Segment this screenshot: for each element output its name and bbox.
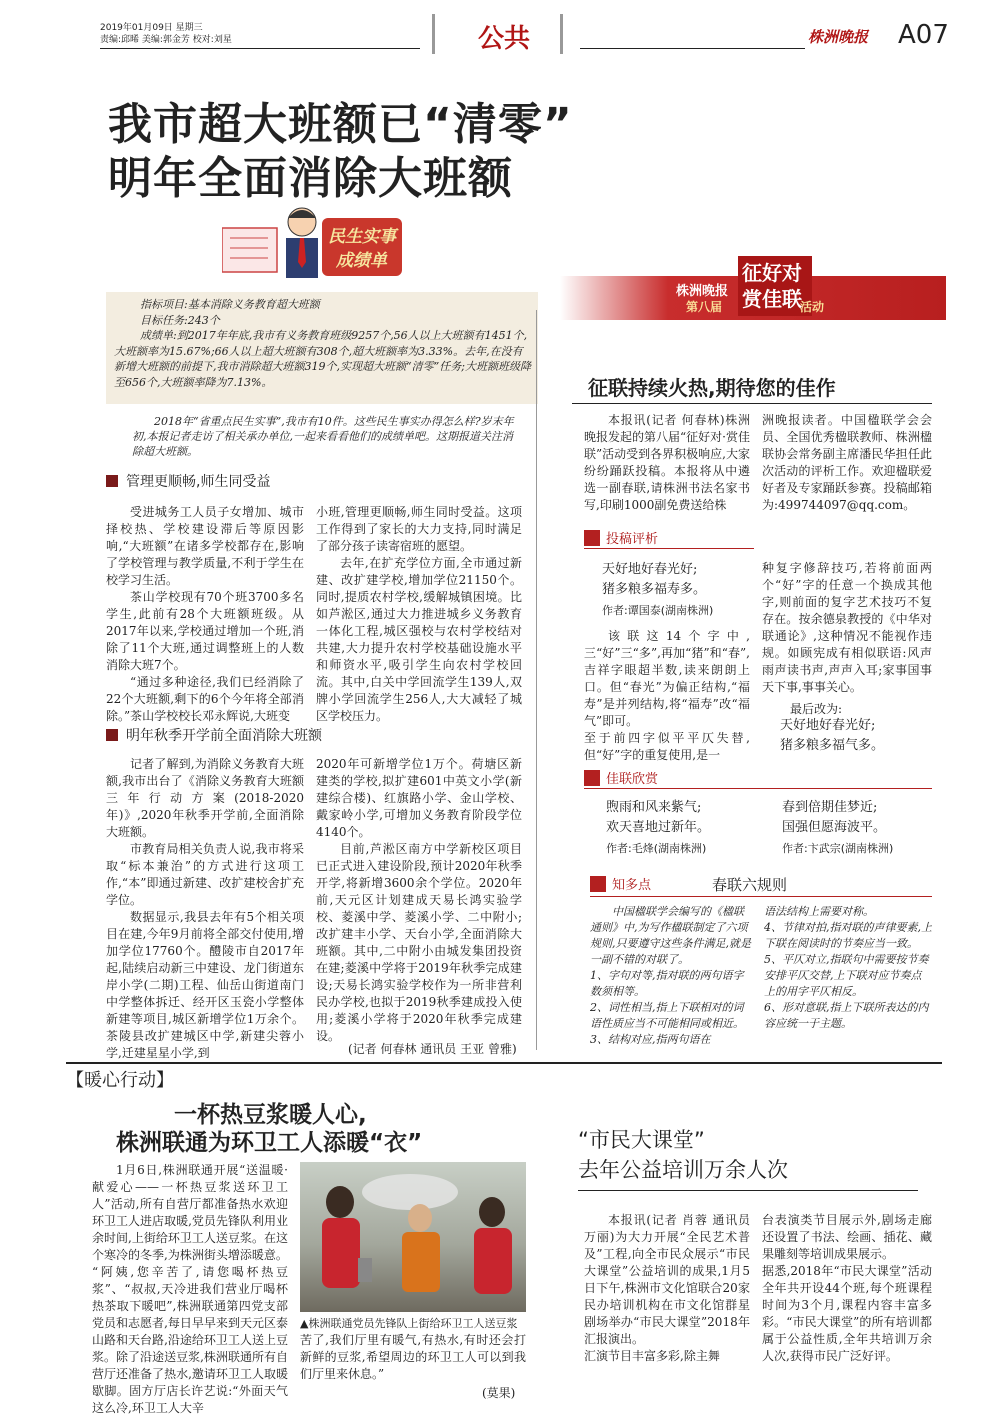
tag-review: 投稿评析 bbox=[584, 528, 658, 547]
paragraph: 目前,芦淞区南方中学新校区项目已正式进入建设阶段,预计2020年秋季开学,将新增3600余个学位。2020年前,天元区计划建成天易长鸿实验学校、菱溪中学、菱溪小学、二中附小;改扩建丰小学、天台小学,全面消除大班额。其中,二中附小由城发集团投资在建;菱溪中学将于2019年秋季完成建设;天易长鸿实验学校作为一所非营利民办学校,也拟于2019秋季建成投入使用;菱溪小学将于2020年秋季完成建设。 bbox=[316, 842, 522, 1043]
tag-know-more: 知多点 bbox=[590, 874, 651, 893]
warm-col2: 苦了,我们厅里有暖气,有热水,有时还会打新鲜的豆浆,希望周边的环卫工人可以到我们厅里来休息。” bbox=[300, 1333, 526, 1381]
photo-people-icon bbox=[300, 1162, 526, 1312]
section-name: 公共 bbox=[478, 24, 531, 54]
main-title-line2: 明年全面消除大班额 bbox=[108, 153, 513, 204]
contest-intro-a: 本报讯(记者 何春林)株洲晚报发起的第八届“征好对·赏佳联”活动受到各界积极响应,大家纷纷踊跃投稿。本报将从中遴选一副春联,请株洲书法名家书写,印刷1000副免费送给株 bbox=[584, 413, 750, 512]
red-square-icon bbox=[590, 876, 606, 892]
rules-col-a: 中国楹联学会编写的《楹联通则》中,为写作楹联制定了六项规则,只要遵守这些条件满足,就是一副不错的对联了。 1、字句对等,指对联的两句语字数须相等。 2、词性相当,指上下联相对的词语性质应当不可能相同或相近。 3、结构对应,指两句语在 bbox=[590, 905, 751, 1046]
poem3-line1: 春到倍期佳梦近; bbox=[782, 800, 878, 815]
poem1-line2: 猪多粮多福寿多。 bbox=[602, 582, 707, 597]
lecture-title-line2: 去年公益培训万余人次 bbox=[578, 1158, 788, 1182]
subhead-next-year: 明年秋季开学前全面消除大班额 bbox=[106, 724, 322, 746]
summary-result: 成绩单:到2017年年底,我市有义务教育班级9257个,56人以上大班额有1451个,大班额率为15.67%;66人以上超大班额有308个,超大班额率为3.33%。去年,在没有新增大班额的前提下,我市消除超大班额319个,实现超大班额“清零”任务;大班额班级降至656个,大班额率降为7.13%。 bbox=[114, 329, 531, 389]
volunteers-photo bbox=[300, 1162, 526, 1312]
rules-title: 春联六规则 bbox=[712, 876, 788, 894]
warm-title-line1: 一杯热豆浆暖人心, bbox=[174, 1102, 367, 1128]
poem2-author: 作者:毛烽(湖南株洲) bbox=[606, 842, 707, 855]
paragraph: 受进城务工人员子女增加、城市择校热、学校建设滞后等原因影响,“大班额”在诸多学校都存在,影响了学校管理与教学质量,不利于学生在校学习生活。 bbox=[106, 505, 304, 587]
badge-line2: 成绩单 bbox=[336, 251, 387, 271]
analysis-b: 种复字修辞技巧,若将前面两个“好”字的任意一个换成其他字,则前面的复字艺术技巧不复存在。按余德泉教授的《中华对联通论》,这种情况不能视作违规。如顾宪成有相似联语:风声雨声读书声,声声入耳;家事国事天下事,事事关心。 bbox=[762, 561, 932, 694]
sub1-column-b bbox=[316, 504, 522, 725]
paragraph: 2020年可新增学位1万个。荷塘区新建类的学校,拟扩建601中英文小学(新建综合楼)、红旗路小学、金山学校、戴家岭小学,可增加义务教育阶段学位4140个。 bbox=[316, 757, 522, 839]
subhead-management: 管理更顺畅,师生同受益 bbox=[106, 470, 270, 492]
warm-byline: (莫果) bbox=[482, 1386, 516, 1400]
paragraph: 记者了解到,为消除义务教育大班额,我市出台了《消除义务教育大班额三年行动方案(2018-2020年)》,2020年秋季开学前,全面消除大班额。 bbox=[106, 757, 304, 839]
contest-banner-chars: 征好对赏佳联 bbox=[738, 256, 812, 316]
lecture-title-line1: “市民大课堂” bbox=[578, 1128, 705, 1152]
paper-logo: 株洲晚报 bbox=[808, 28, 869, 46]
rules-col-b: 语法结构上需要对称。 4、节律对拍,指对联的声律要素,上下联在阅读时的节奏应当一致。 5、平仄对立,指联句中需要按节奏安排平仄交替,上下联对应节奏点上的用字平仄相反。 6、形对意联,指上下联所表达的内容应统一于主题。 bbox=[764, 905, 932, 1030]
paragraph: 小班,管理更顺畅,师生同时受益。这项工作得到了家长的大力支持,同时满足了部分孩子读寄宿班的愿望。 bbox=[316, 505, 522, 553]
summary-item: 指标项目:基本消除义务教育超大班额 bbox=[140, 298, 320, 311]
poem1-author: 作者:谭国泰(湖南株洲) bbox=[602, 604, 714, 617]
tag-appreciation: 佳联欣赏 bbox=[584, 768, 658, 787]
paragraph: 茶山学校现有70个班3700多名学生,此前有28个大班额班级。从2017年以来,学校通过增加一个班,消除了11个大班,通过调整班上的人数消除大班7个。 bbox=[106, 590, 304, 672]
sub2-column-a bbox=[106, 756, 304, 1062]
lecture-col-a: 本报讯(记者 肖蓉 通讯员 万丽)为大力开展“全民艺术普及”工程,向全市民众展示“市民大课堂”公益培训的成果,1月5日下午,株洲市文化馆联合20家民办培训机构在市文化馆群星剧场举办“市民大课堂”2018年汇报演出。 汇演节目丰富多彩,除主舞 bbox=[584, 1213, 750, 1363]
contest-banner-line1: 株洲晚报 bbox=[676, 284, 729, 299]
main-byline: (记者 何春林 通讯员 王亚 曾雅) bbox=[348, 1042, 517, 1056]
warm-title-line2: 株洲联通为环卫工人添暖“衣” bbox=[116, 1130, 423, 1156]
paragraph: 去年,在扩充学位方面,全市通过新建、改扩建学校,增加学位21150个。同时,提质农村学校,缓解城镇困境。比如芦淞区,通过大力推进城乡义务教育一体化工程,城区强校与农村学校结对共建,大力提升农村学校基础设施水平和师资水平,吸引学生向农村学校回流。其中,白关中学回流学生139人,双牌小学回流学生256人,大大减轻了城区学校压力。 bbox=[316, 556, 522, 723]
sub2-column-b bbox=[316, 756, 522, 1045]
changed-label: 最后改为: bbox=[790, 702, 843, 716]
poem1-line1: 天好地好春光好; bbox=[602, 562, 698, 577]
red-square-icon bbox=[584, 530, 600, 546]
warm-col1: 1月6日,株洲联通开展“送温暖·献爱心——一杯热豆浆送环卫工人”活动,所有自营厅都准备热水欢迎环卫工人进店取暖,党员先锋队利用业余时间,上街给环卫工人送豆浆。在这个寒冷的冬季,为株洲街头增添暖意。 “阿姨,您辛苦了,请您喝杯热豆浆”、“叔叔,天冷进我们营业厅喝杯热茶取下暖吧”,株洲联通第四党支部党员和志愿者,每日早早来到天元区泰山路和天台路,沿途给环卫工人送上豆浆。除了沿途送豆浆,株洲联通所有自营厅还准备了热水,邀请环卫工人取暖歇脚。固方厅店长许艺说:“外面天气这么冷,环卫工人大辛 bbox=[92, 1163, 288, 1415]
lecture-col-b: 台表演类节目展示外,剧场走廊还设置了书法、绘画、插花、藏果雕刻等培训成果展示。 据悉,2018年“市民大课堂”活动全年共开设44个班,每个班课程时间为3个月,课程内容丰富多彩。“市民大课堂”的所有培训都属于公益性质,全年共培训万余人次,获得市民广泛好评。 bbox=[762, 1213, 932, 1363]
poem3-author: 作者:卞武宗(湖南株洲) bbox=[782, 842, 894, 855]
header-editors: 责编:邱晞 美编:郭金芳 校对:刘星 bbox=[100, 35, 232, 45]
header-date: 2019年01月09日 星期三 bbox=[100, 23, 203, 33]
warm-label: 【暖心行动】 bbox=[66, 1070, 174, 1091]
poem2-line1: 煦雨和风来紫气; bbox=[606, 800, 702, 815]
sub1-column-a bbox=[106, 504, 304, 725]
contest-title: 征联持续火热,期待您的佳作 bbox=[588, 376, 836, 400]
contest-banner-word: 活动 bbox=[800, 300, 825, 314]
poem1b-line2: 猪多粮多福气多。 bbox=[780, 738, 885, 753]
poem2-line2: 欢天喜地过新年。 bbox=[606, 820, 711, 835]
analysis-a: 该联这14个字中,三“好”三“多”,再加“猪”和“春”,吉祥字眼超半数,读来朗朗上口。但“春光”为偏正结构,“福寿”是并列结构,将“福寿”改“福气”即可。 至于前四字似平平仄失替,但“好”字的重复使用,是一 bbox=[584, 629, 750, 762]
red-square-icon bbox=[584, 770, 600, 786]
contest-banner-line2: 第八届 bbox=[686, 300, 723, 314]
page-number: A07 bbox=[898, 20, 949, 50]
summary-target: 目标任务:243个 bbox=[140, 314, 220, 327]
photo-caption: ▲株洲联通党员先锋队上街给环卫工人送豆浆 bbox=[300, 1317, 518, 1330]
badge-line1: 民生实事 bbox=[328, 227, 396, 247]
square-bullet-icon bbox=[106, 475, 118, 487]
square-bullet-icon bbox=[106, 729, 118, 741]
paragraph: 数据显示,我县去年有5个相关项目在建,今年9月前将全部交付使用,增加学位17760个。醴陵市自2017年起,陆续启动新三中建设、龙门街道东岸小学(二期)工程、仙岳山街道南门中学整体拆迁、经开区玉瓷小学整体新建等项目,城区新增学位1万余个。茶陵县改扩建城区中学,新建尖蓉小学,迁建星星小学,到 bbox=[106, 910, 304, 1060]
contest-intro-b: 洲晚报读者。中国楹联学会会员、全国优秀楹联教师、株洲楹联协会常务副主席潘民华担任此次活动的评析工作。欢迎楹联爱好者及专家踊跃参赛。投稿邮箱为:499744097@qq.com。 bbox=[762, 413, 932, 512]
poem1b-line1: 天好地好春光好; bbox=[780, 718, 876, 733]
poem3-line2: 国强但愿海波平。 bbox=[782, 820, 887, 835]
story-intro: 2018年“省重点民生实事”,我市有10件。这些民生事实办得怎么样?岁末年初,本报记者走访了相关承办单位,一起来看看他们的成绩单吧。这期报道关注消除超大班额。 bbox=[132, 415, 514, 458]
main-title-line1: 我市超大班额已“清零” bbox=[108, 99, 573, 150]
paragraph: “通过多种途径,我们已经消除了22个大班额,剩下的6个今年将全部消除。”茶山学校校长邓永辉说,大班变 bbox=[106, 675, 304, 723]
paragraph: 市教育局相关负责人说,我市将采取“标本兼治”的方式进行这项工作,“本”即通过新建、改扩建校舍扩充学位。 bbox=[106, 842, 304, 907]
